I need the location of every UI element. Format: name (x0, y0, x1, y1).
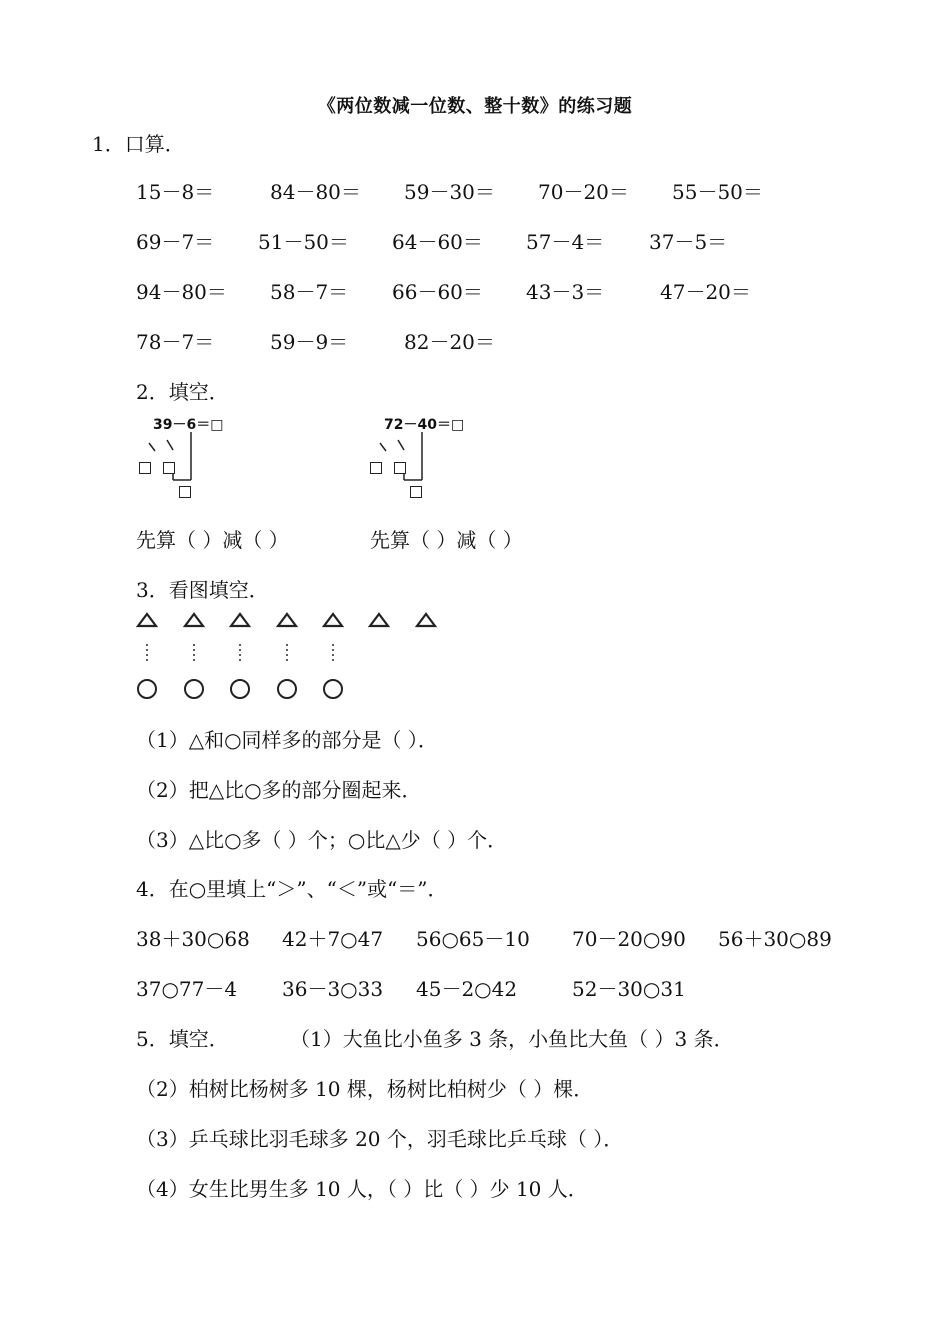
answer-box[interactable] (410, 486, 422, 498)
q1-equation: 64－60＝ (392, 230, 483, 254)
circle-icon (138, 680, 156, 698)
split-lines (137, 414, 247, 509)
circle-icon (185, 680, 203, 698)
q4-comparison: 70－20○90 (572, 927, 686, 951)
triangle-icon (185, 614, 203, 626)
circle-icon (231, 680, 249, 698)
q1-equation: 59－30＝ (404, 180, 495, 204)
q1-equation: 66－60＝ (392, 280, 483, 304)
q1-equation: 55－50＝ (672, 180, 763, 204)
answer-box[interactable] (394, 462, 406, 474)
answer-box[interactable] (163, 462, 175, 474)
q4-comparison: 52－30○31 (572, 977, 686, 1001)
q1-equation: 15－8＝ (136, 180, 215, 204)
q1-equation: 84－80＝ (270, 180, 361, 204)
q1-equation: 70－20＝ (538, 180, 629, 204)
q1-equation: 47－20＝ (660, 280, 751, 304)
triangle-icon (417, 614, 435, 626)
q4-comparison: 42＋7○47 (282, 927, 384, 951)
answer-box[interactable] (139, 462, 151, 474)
q5-item-3: （3）乒乓球比羽毛球多 20 个，羽毛球比乒乓球（ ）． (136, 1127, 624, 1151)
q1-equation: 57－4＝ (526, 230, 605, 254)
q4-comparison: 45－2○42 (416, 977, 518, 1001)
q2-caption-1: 先算（ ）减（ ） (136, 528, 289, 552)
q1-heading: 1．口算． (92, 132, 185, 156)
split-expression: 72－40＝□ (384, 417, 465, 433)
q5-item-1: （1）大鱼比小鱼多 3 条，小鱼比大鱼（ ）3 条． (290, 1027, 734, 1051)
q1-equation: 82－20＝ (404, 330, 495, 354)
q4-comparison: 36－3○33 (282, 977, 384, 1001)
q5-item-4: （4）女生比男生多 10 人，（ ）比（ ）少 10 人． (136, 1177, 588, 1201)
triangle-icon (138, 614, 156, 626)
dotted-links (147, 644, 333, 664)
split-expression: 39－6＝□ (153, 417, 224, 433)
q3-heading: 3．看图填空． (136, 578, 269, 602)
q1-equation: 43－3＝ (526, 280, 605, 304)
triangle-row (138, 614, 435, 626)
q1-equation: 58－7＝ (270, 280, 349, 304)
q4-comparison: 37○77－4 (136, 977, 238, 1001)
q5-heading: 5．填空． (136, 1027, 229, 1051)
q4-comparison: 56＋30○89 (718, 927, 832, 951)
q2-heading: 2．填空． (136, 380, 229, 404)
answer-box[interactable] (179, 486, 191, 498)
triangle-icon (370, 614, 388, 626)
triangle-icon (324, 614, 342, 626)
page-title: 《两位数减一位数、整十数》的练习题 (317, 96, 633, 117)
split-lines (368, 414, 478, 509)
split-diagram-1 (137, 414, 247, 509)
circle-icon (278, 680, 296, 698)
circle-row (138, 680, 342, 698)
q3-item-1: （1）△和○同样多的部分是（ ）． (136, 728, 438, 752)
q5-item-2: （2）柏树比杨树多 10 棵，杨树比柏树少（ ）棵． (136, 1077, 594, 1101)
triangle-icon (231, 614, 249, 626)
q4-comparison: 38＋30○68 (136, 927, 250, 951)
answer-box[interactable] (370, 462, 382, 474)
circle-icon (324, 680, 342, 698)
q1-equation: 37－5＝ (649, 230, 728, 254)
q3-item-3: （3）△比○多（ ）个；○比△少（ ）个． (136, 828, 508, 852)
q1-equation: 94－80＝ (136, 280, 227, 304)
q1-equation: 51－50＝ (258, 230, 349, 254)
q1-equation: 59－9＝ (270, 330, 349, 354)
triangle-icon (278, 614, 296, 626)
q2-caption-2: 先算（ ）减（ ） (370, 528, 523, 552)
q4-comparison: 56○65－10 (416, 927, 530, 951)
split-diagram-2 (368, 414, 478, 509)
q4-heading: 4．在○里填上“＞”、“＜”或“＝”． (136, 877, 448, 901)
q1-equation: 69－7＝ (136, 230, 215, 254)
q3-item-2: （2）把△比○多的部分圈起来． (136, 778, 422, 802)
q3-figure (130, 606, 460, 706)
q1-equation: 78－7＝ (136, 330, 215, 354)
